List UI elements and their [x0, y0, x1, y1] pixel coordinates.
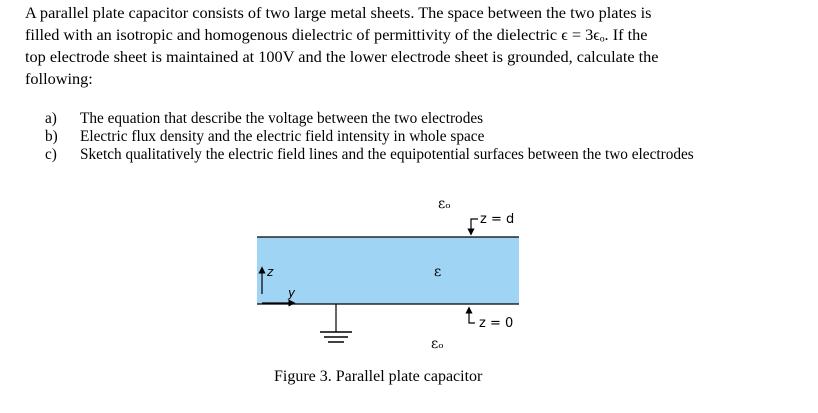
permittivity-bottom-label: εₒ: [431, 336, 444, 352]
plane-label-top: z = d: [480, 212, 515, 227]
task-marker-c: c): [45, 146, 57, 163]
permittivity-middle-label: ε: [434, 264, 442, 280]
ground-icon: [320, 304, 352, 342]
plane-label-bottom: z = 0: [479, 316, 514, 331]
task-marker-a: a): [45, 110, 57, 127]
statement-line-4: following:: [25, 69, 93, 88]
plane-marker-top: [471, 219, 478, 232]
figure-caption: Figure 3. Parallel plate capacitor: [274, 368, 483, 385]
plane-marker-bottom: [469, 310, 475, 323]
permittivity-top-label: εₒ: [438, 196, 451, 212]
statement-line-3: top electrode sheet is maintained at 100V and the lower electrode sheet is grounded, calculate the: [25, 47, 659, 66]
y-axis-label: y: [288, 286, 296, 300]
statement-line-1: A parallel plate capacitor consists of two large metal sheets. The space between the two plates is: [25, 3, 652, 22]
dielectric-region: [257, 237, 519, 304]
task-text-c: Sketch qualitatively the electric field lines and the equipotential surfaces between the two electrodes: [80, 146, 694, 163]
task-marker-b: b): [45, 128, 58, 145]
statement-line-2: filled with an isotropic and homogenous dielectric of permittivity of the dielectric ϵ = 3ϵₒ. If the: [25, 25, 648, 44]
task-text-a: The equation that describe the voltage between the two electrodes: [80, 110, 484, 127]
task-text-b: Electric flux density and the electric field intensity in whole space: [80, 128, 485, 145]
z-axis-label: z: [267, 265, 274, 279]
